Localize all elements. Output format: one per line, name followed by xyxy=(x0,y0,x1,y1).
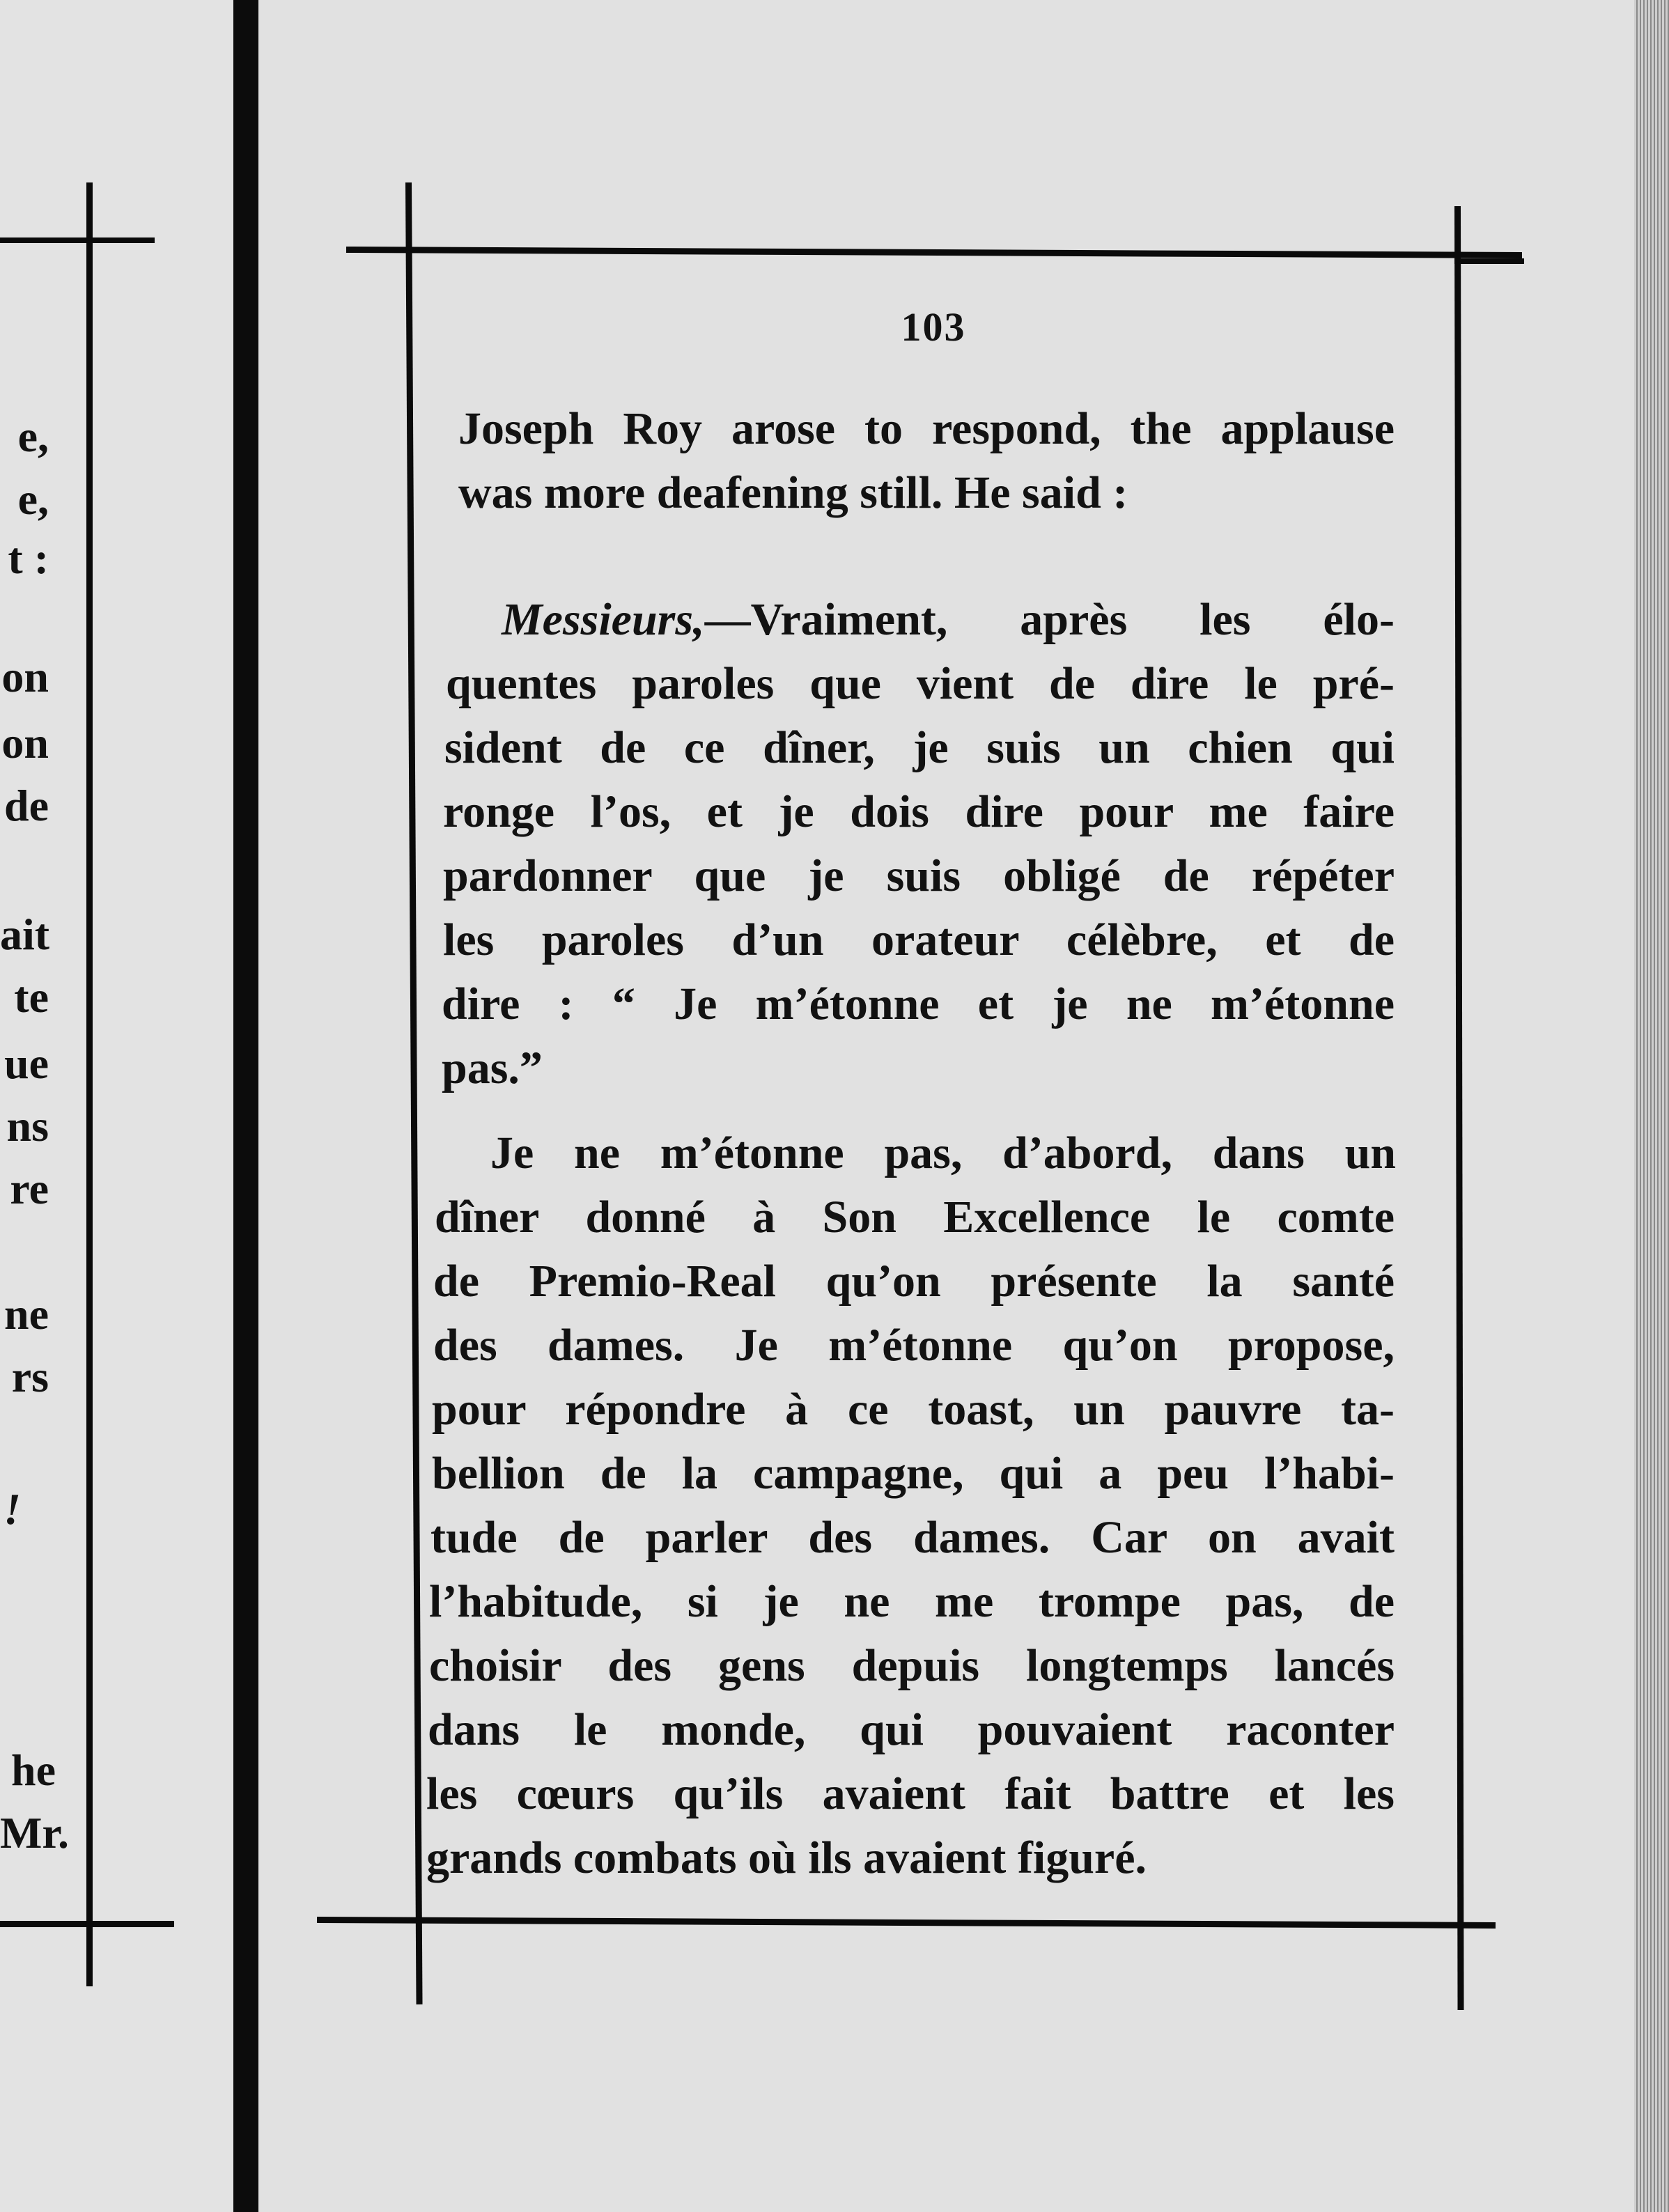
left-fragment: ue xyxy=(4,1038,49,1088)
text-line: sident de ce dîner, je suis un chien qui xyxy=(444,722,1395,773)
left-fragment: he xyxy=(11,1745,56,1795)
book-gutter xyxy=(233,0,258,2212)
text-line: Joseph Roy arose to respond, the applause xyxy=(458,403,1395,454)
left-fragment: ! xyxy=(3,1484,21,1534)
page-body-text xyxy=(426,397,1396,1890)
text-line: pardonner que je suis obligé de répéter xyxy=(443,850,1395,901)
text-line: dans le monde, qui pouvaient raconter xyxy=(428,1704,1395,1755)
text-line: de Premio-Real qu’on présente la santé xyxy=(433,1256,1395,1307)
left-fragment: te xyxy=(14,972,49,1022)
left-fragment: ne xyxy=(4,1289,49,1339)
left-fragment: ait xyxy=(0,910,50,959)
left-fragment: e, xyxy=(17,474,49,524)
left-fragment: Mr. xyxy=(0,1808,69,1857)
text-line: choisir des gens depuis longtemps lancés xyxy=(429,1640,1395,1691)
text-line xyxy=(446,588,1395,652)
text-line-rest: —Vraiment, après les élo- xyxy=(704,594,1395,645)
left-fragment: ns xyxy=(6,1101,49,1151)
text-line: Je ne m’étonne pas, d’abord, dans un xyxy=(490,1128,1396,1178)
text-line: ronge l’os, et je dois dire pour me faire xyxy=(443,786,1395,837)
frame-top-right-tick xyxy=(1454,258,1524,264)
left-fragment: de xyxy=(4,781,49,830)
text-line: les paroles d’un orateur célèbre, et de xyxy=(443,914,1395,965)
left-page-vertical-rule xyxy=(86,182,93,1986)
text-line: tude de parler des dames. Car on avait xyxy=(430,1512,1395,1563)
left-facing-page xyxy=(0,0,233,2212)
page-number: 103 xyxy=(901,304,966,350)
text-line: dire : “ Je m’étonne et je ne m’étonne xyxy=(442,979,1395,1029)
text-line: bellion de la campagne, qui a peu l’habi- xyxy=(432,1448,1395,1499)
salutation: Messieurs, xyxy=(502,594,705,645)
left-fragment: on xyxy=(1,652,49,701)
text-line: des dames. Je m’étonne qu’on propose, xyxy=(433,1320,1395,1371)
left-page-bottom-rule xyxy=(0,1921,174,1927)
text-line: pour répondre à ce toast, un pauvre ta- xyxy=(432,1384,1395,1435)
text-line: quentes paroles que vient de dire le pré- xyxy=(446,658,1395,709)
text-line: was more deafening still. He said : xyxy=(458,467,1128,518)
left-fragment: rs xyxy=(11,1352,49,1401)
left-page-top-rule xyxy=(0,237,155,243)
text-line: les cœurs qu’ils avaient fait battre et les xyxy=(426,1768,1395,1819)
left-fragment: on xyxy=(1,718,49,768)
page-stack-edge xyxy=(1634,0,1669,2212)
text-line: pas.” xyxy=(442,1043,543,1093)
left-fragment: t : xyxy=(8,533,49,583)
text-line: dîner donné à Son Excellence le comte xyxy=(435,1192,1395,1243)
left-fragment: re xyxy=(10,1164,49,1213)
text-line: grands combats où ils avaient figuré. xyxy=(426,1832,1147,1883)
text-line: l’habitude, si je ne me trompe pas, de xyxy=(429,1576,1395,1627)
left-fragment: e, xyxy=(17,412,49,461)
